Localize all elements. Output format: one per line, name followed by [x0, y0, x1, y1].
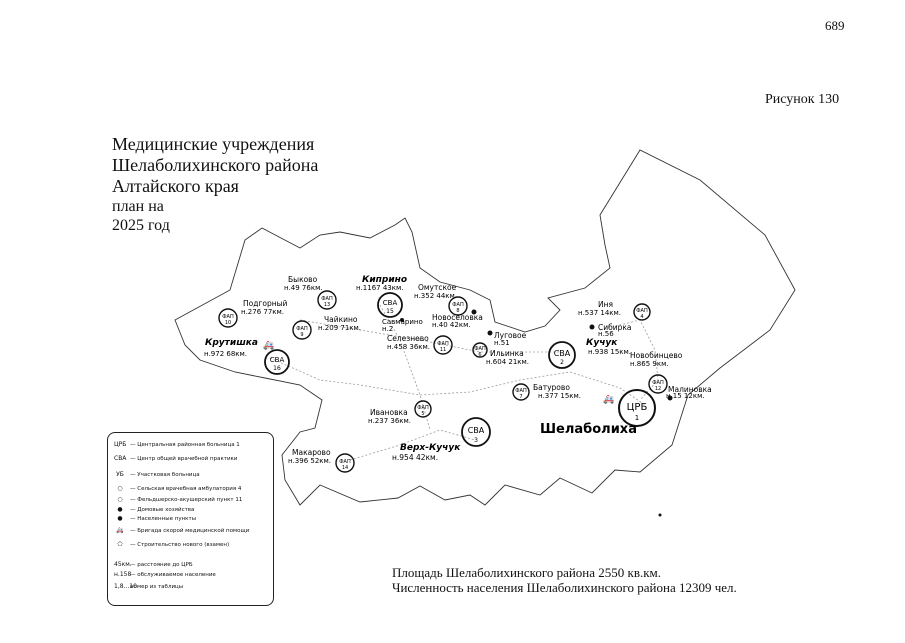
title-line-2: Шелаболихинского района [112, 155, 319, 175]
dot-lugovoe [488, 331, 493, 336]
title-line-1: Медицинские учреждения [112, 134, 315, 154]
fap-11-marker [434, 336, 452, 354]
info-novoselovka: н.40 42км. [432, 321, 471, 329]
info-chaikino: н.209 71км. [318, 324, 362, 332]
crb-code: ЦРБ [626, 402, 648, 413]
legend-text: номер из таблицы [130, 583, 184, 590]
label-kiprino: Киприно [362, 275, 408, 285]
map-mark: ФАП [321, 296, 333, 302]
ambulance-icon: 🚑 [603, 395, 615, 405]
legend-symbol: ○ [117, 485, 123, 492]
figure-label: Рисунок 130 [765, 92, 840, 107]
legend-text: — Участковая больница [130, 471, 200, 478]
page-number: 689 [825, 18, 845, 33]
legend-item-number [114, 583, 183, 590]
map-mark: 12 [654, 386, 662, 392]
fap-10-marker [219, 309, 237, 327]
legend-item-settlements [114, 515, 196, 522]
legend-symbol: 1,8...10 [114, 583, 137, 590]
label-novoselovka: Новоселовка [432, 313, 483, 322]
label-podgorny: Подгорный [243, 299, 288, 308]
title-line-4: план на [112, 198, 164, 215]
crb-marker [619, 390, 655, 426]
info-baturovo: н.377 15км. [538, 392, 582, 400]
legend-item-households [114, 506, 194, 513]
sva-3-marker [462, 418, 490, 446]
label-omutskoe: Омутское [418, 283, 457, 292]
info-kiprino: н.1167 43км. [356, 284, 404, 292]
legend [107, 432, 274, 606]
sva-3-code: СВА [467, 426, 485, 435]
map-mark: 8 [456, 308, 460, 314]
legend-item-fap [114, 496, 242, 503]
legend-text: — обслуживаемое население [130, 571, 216, 578]
sva-2-code: СВА [553, 349, 571, 358]
map-mark: ФАП [437, 341, 449, 347]
info-novobintsevo: н.865 9км. [630, 360, 669, 368]
map-mark: 5 [421, 411, 425, 417]
title-line-3: Алтайского края [112, 176, 239, 196]
legend-text: — Фельдшерско-акушерский пункт 11 [130, 496, 243, 503]
fap-5-marker [415, 401, 431, 417]
legend-text: — Центральная районная больница 1 [130, 441, 240, 448]
district-stats [392, 565, 737, 595]
label-ivanovka: Ивановка [370, 408, 408, 417]
info-malinovka: н.15 12км. [666, 392, 705, 400]
map-mark: ФАП [339, 459, 351, 465]
label-makarovo: Макарово [292, 448, 331, 457]
label-verkh-kuchuk: Верх-Кучук [400, 443, 461, 453]
legend-text: — Домовые хозяйства [130, 506, 195, 513]
label-bykovo: Быково [288, 275, 318, 284]
sva-15-num: 15 [386, 308, 394, 315]
map-mark: ФАП [222, 314, 234, 320]
map-mark: 7 [519, 394, 523, 400]
map-mark: 13 [323, 302, 331, 308]
legend-symbol: УБ [116, 471, 124, 478]
map-mark: 14 [341, 465, 349, 471]
legend-text: — расстояние до ЦРБ [130, 561, 193, 568]
sva-3-num: 3 [474, 437, 478, 444]
legend-symbol: ● [117, 515, 123, 522]
dot-extra [659, 514, 662, 517]
legend-item-amb [114, 485, 241, 492]
fap-7-marker [513, 384, 529, 400]
dot-sibirka [590, 325, 595, 330]
legend-symbol: СВА [114, 455, 127, 462]
info-ivanovka: н.237 36км. [368, 417, 412, 425]
info-sibirka: н.56 [598, 330, 614, 338]
population-text: Численность населения Шелаболихинского района 12309 чел. [392, 580, 737, 595]
map-mark: ФАП [452, 302, 464, 308]
legend-text: — Сельская врачебная амбулатория 4 [130, 485, 242, 492]
legend-text: — Населенные пункты [130, 515, 197, 522]
legend-item-population [114, 571, 216, 578]
label-chaikino: Чайкино [324, 315, 358, 324]
info-lugovoe: н.51 [494, 339, 510, 347]
legend-text: — Строительство нового (взамен) [130, 541, 230, 548]
map-mark: ФАП [474, 346, 486, 352]
info-makarovo: н.396 52км. [288, 457, 332, 465]
label-ilyinka: Ильинка [490, 349, 524, 358]
fap-9-marker [293, 321, 311, 339]
fap-4-marker [634, 304, 650, 320]
sva-2-marker [549, 342, 575, 368]
road-main [270, 358, 645, 405]
legend-symbol: ⬠ [117, 541, 123, 548]
label-lugovoe: Луговое [494, 331, 527, 340]
sva-15-code: СВА [382, 299, 398, 307]
map-mark: ФАП [636, 308, 648, 314]
legend-item-sva [114, 455, 237, 462]
fap-14-marker [336, 454, 354, 472]
fap-6-marker [473, 343, 487, 358]
fap-13-marker [318, 291, 336, 309]
label-novobintsevo: Новобинцево [630, 351, 683, 360]
map-mark: 4 [640, 314, 644, 320]
legend-item-crb [114, 441, 240, 448]
legend-symbol: ● [117, 506, 123, 513]
map-mark: ФАП [417, 405, 429, 411]
legend-item-construction [114, 541, 229, 548]
info-seleznevo: н.458 36км. [387, 343, 431, 351]
legend-item-ub [114, 471, 200, 478]
area-text: Площадь Шелаболихинского района 2550 кв.км. [392, 565, 662, 580]
label-district-center: Шелаболиха [540, 422, 637, 437]
legend-symbol: н.158 [114, 571, 132, 578]
label-kuchuk: Кучук [586, 338, 618, 348]
info-verkh-kuchuk: н.954 42км. [392, 453, 439, 462]
legend-symbol: ○ [117, 496, 123, 503]
label-seleznevo: Селезнево [387, 334, 429, 343]
legend-item-ambulance [114, 527, 249, 534]
legend-symbol: 45км. [114, 561, 132, 568]
legend-text: — Центр общей врачебной практики [130, 455, 238, 462]
info-inya: н.537 14км. [578, 309, 622, 317]
label-sibirka: Сибирка [598, 323, 632, 332]
map-mark: ФАП [515, 388, 527, 394]
info-savmarino: н.2 [382, 325, 394, 333]
sva-16-num: 16 [273, 365, 281, 372]
label-krutishka: Крутишка [205, 338, 258, 348]
sva-2-num: 2 [560, 359, 564, 366]
sva-16-marker [265, 350, 289, 374]
label-baturovo: Батурово [533, 383, 570, 392]
crb-num: 1 [634, 414, 640, 422]
info-podgorny: н.276 77км. [241, 308, 285, 316]
sva-16-code: СВА [269, 356, 285, 364]
legend-text: — Бригада скорой медицинской помощи [130, 527, 250, 534]
map-mark: 11 [439, 347, 447, 353]
info-bykovo: н.49 76км. [284, 284, 323, 292]
info-krutishka: н.972 68км. [204, 350, 248, 358]
sva-15-marker [378, 293, 402, 317]
info-ilyinka: н.604 21км. [486, 358, 530, 366]
fap-12-marker [649, 375, 667, 393]
map-mark: 9 [300, 332, 304, 338]
label-inya: Иня [598, 300, 614, 309]
map-mark: 6 [478, 352, 482, 358]
legend-item-distance [114, 561, 193, 568]
info-kuchuk: н.938 15км. [588, 348, 632, 356]
info-omutskoe: н.352 44км. [414, 292, 458, 300]
ambulance-icon: 🚑 [116, 527, 124, 534]
ambulance-icon: 🚑 [263, 341, 275, 351]
map-mark: ФАП [296, 326, 308, 332]
label-malinovka: Малиновка [668, 385, 712, 394]
map-mark: ФАП [652, 380, 664, 386]
title-line-5: 2025 год [112, 217, 170, 234]
label-savmarino: Савмарино [382, 318, 423, 326]
map-mark: 10 [224, 320, 232, 326]
legend-symbol: ЦРБ [114, 441, 127, 448]
